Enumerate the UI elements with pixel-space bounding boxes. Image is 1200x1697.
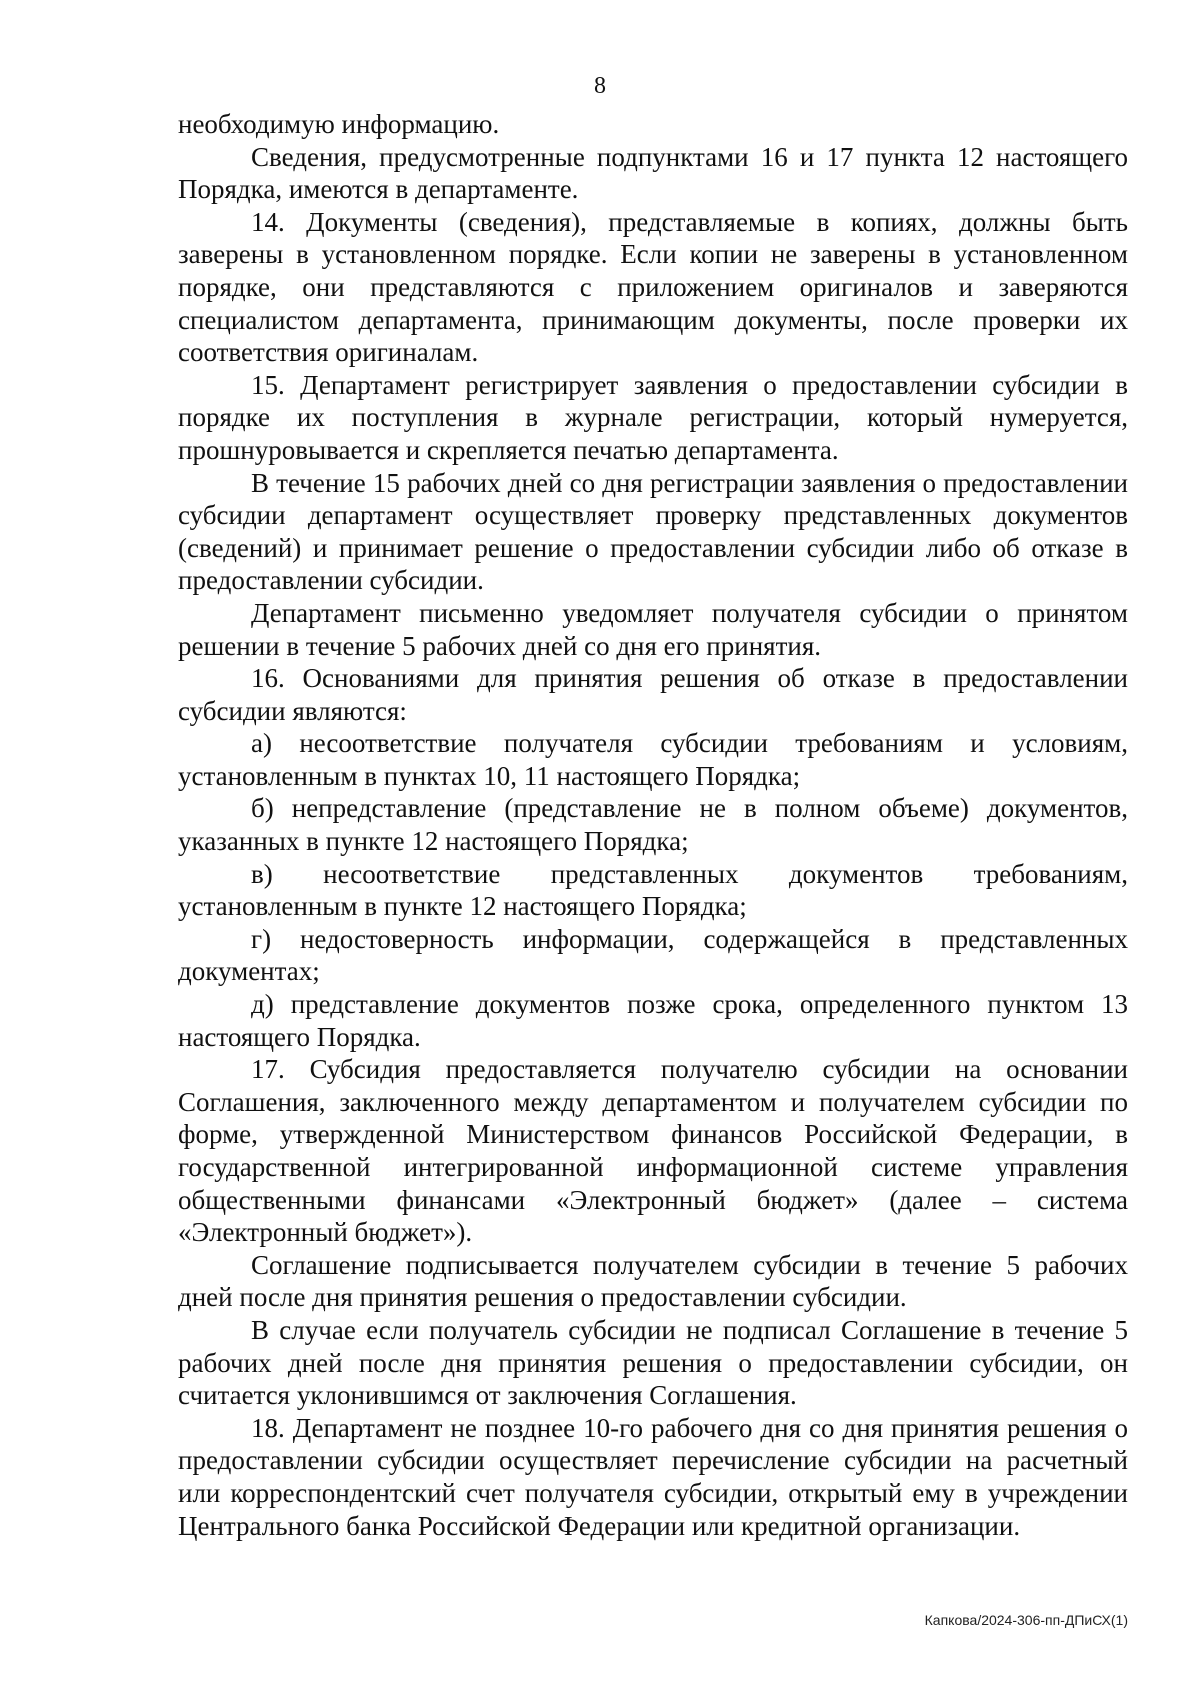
paragraph: В течение 15 рабочих дней со дня регистрации заявления о предоставлении субсидии департамент осуществляет проверку представленных документов (сведений) и принимает решение о предоставлении субсидии либо об отказе в предоставлении субсидии. xyxy=(178,467,1128,596)
paragraph-item-18: 18. Департамент не позднее 10-го рабочего дня со дня принятия решения о предоставлении субсидии осуществляет перечисление субсидии на расчетный или корреспондентский счет получателя субсидии, открытый ему в учреждении Центрального банка Российской Федерации или кредитной организации. xyxy=(178,1412,1128,1541)
subitem-v: в) несоответствие представленных документов требованиям, установленным в пункте 12 настоящего Порядка; xyxy=(178,858,1128,922)
paragraph: Соглашение подписывается получателем субсидии в течение 5 рабочих дней после дня принятия решения о предоставлении субсидии. xyxy=(178,1249,1128,1313)
paragraph: необходимую информацию. xyxy=(178,109,500,139)
paragraph-item-16: 16. Основаниями для принятия решения об отказе в предоставлении субсидии являются: xyxy=(178,663,1128,726)
page-number: 8 xyxy=(594,73,606,99)
paragraph-item-17: 17. Субсидия предоставляется получателю субсидии на основании Соглашения, заключенного между департаментом и получателем субсидии по форме, утвержденной Министерством финансов Российской Федерации, в государственной интегрированной информационной системе управления общественными финансами «Электронный бюджет» (далее – система «Электронный бюджет»). xyxy=(178,1054,1128,1248)
paragraph-item-15: 15. Департамент регистрирует заявления о предоставлении субсидии в порядке их поступления в журнале регистрации, который нумеруется, прошнуровывается и скрепляется печатью департамента. xyxy=(178,369,1128,465)
document-body xyxy=(178,108,1128,1542)
paragraph: В случае если получатель субсидии не подписал Соглашение в течение 5 рабочих дней после дня принятия решения о предоставлении субсидии, он считается уклонившимся от заключения Соглашения. xyxy=(178,1314,1128,1411)
subitem-a: а) несоответствие получателя субсидии требованиям и условиям, установленным в пунктах 10, 11 настоящего Порядка; xyxy=(178,728,1128,791)
subitem-d: д) представление документов позже срока, определенного пунктом 13 настоящего Порядка. xyxy=(178,989,1128,1052)
subitem-g: г) недостоверность информации, содержащейся в представленных документах; xyxy=(178,923,1128,987)
subitem-b: б) непредставление (представление не в полном объеме) документов, указанных в пункте 12 настоящего Порядка; xyxy=(178,793,1128,857)
paragraph: Департамент письменно уведомляет получателя субсидии о принятом решении в течение 5 рабочих дней со дня его принятия. xyxy=(178,597,1128,661)
document-footer-code: Капкова/2024-306-пп-ДПиСХ(1) xyxy=(924,1612,1128,1628)
paragraph-item-14: 14. Документы (сведения), представляемые в копиях, должны быть заверены в установленном порядке. Если копии не заверены в установленном порядке, они представляются с приложением оригиналов и заверяются специалистом департамента, принимающим документы, после проверки их соответствия оригиналам. xyxy=(178,206,1128,368)
paragraph: Сведения, предусмотренные подпунктами 16 и 17 пункта 12 настоящего Порядка, имеются в департаменте. xyxy=(178,141,1128,205)
